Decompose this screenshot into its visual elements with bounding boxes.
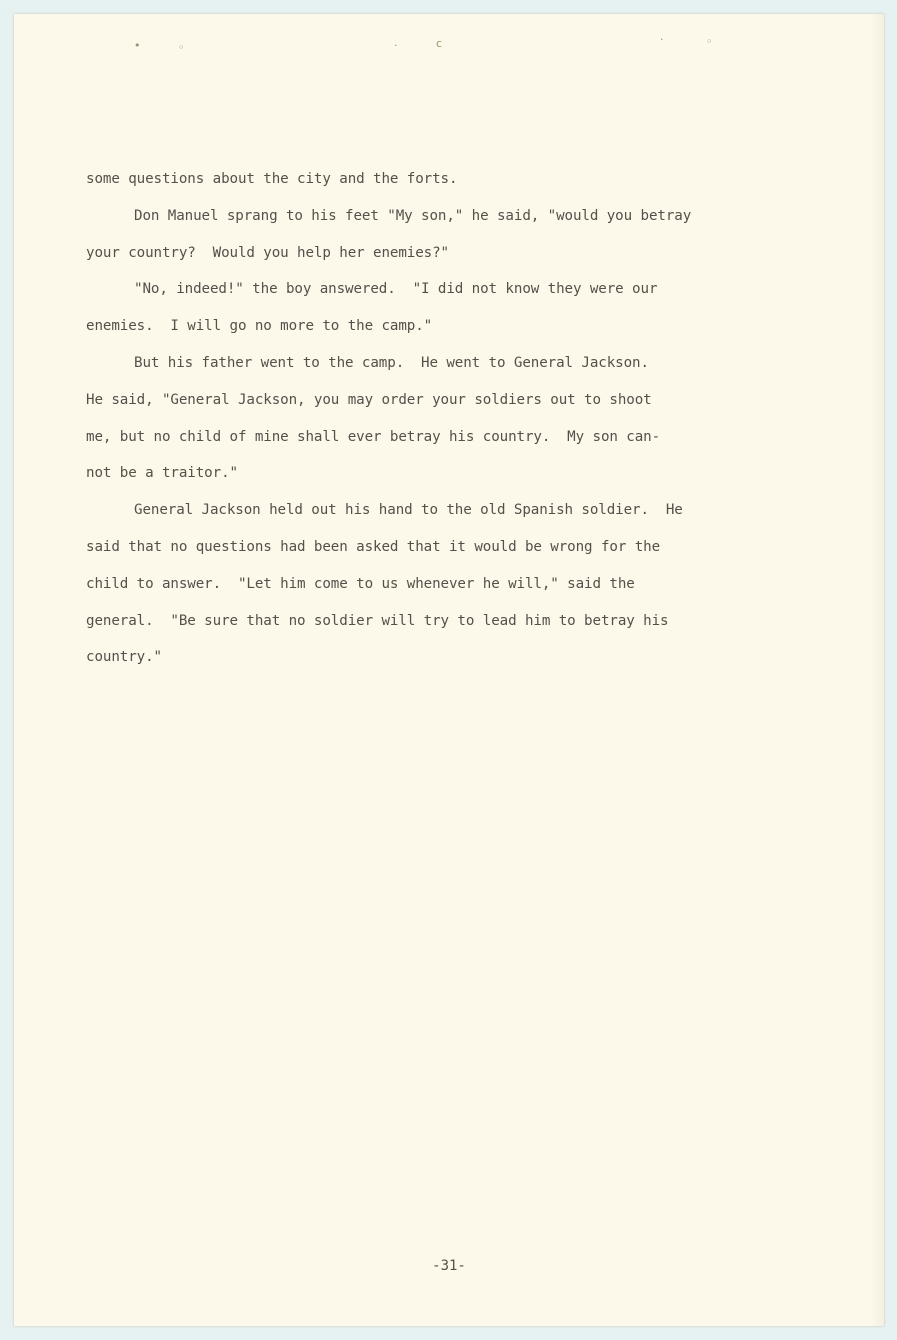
paper-speck: c [436,37,443,50]
text-line: child to answer. "Let him come to us whenever he will," said the [86,575,635,592]
text-line: general. "Be sure that no soldier will try to lead him to betray his [86,612,669,629]
body-text [86,161,806,676]
typed-page [14,14,884,1326]
text-line: enemies. I will go no more to the camp." [86,318,433,335]
page-number: -31- [432,1258,466,1274]
paper-speck: • [134,39,141,52]
text-line: some questions about the city and the forts. [86,171,458,187]
text-line: He said, "General Jackson, you may order your soldiers out to shoot [86,391,652,408]
text-line: country." [86,649,162,666]
paper-speck: · [660,33,664,46]
text-line: me, but no child of mine shall ever betray his country. My son can- [86,428,661,445]
paper-speck: · [394,39,398,52]
text-line: But his father went to the camp. He went to General Jackson. [134,354,649,371]
paper-speck: ◦ [178,41,185,54]
text-line: not be a traitor." [86,465,238,482]
paper-speck: ◦ [706,35,713,48]
text-line: said that no questions had been asked that it would be wrong for the [86,538,661,555]
text-line: General Jackson held out his hand to the old Spanish soldier. He [134,502,683,519]
text-line: your country? Would you help her enemies?" [86,244,449,261]
text-line: "No, indeed!" the boy answered. "I did not know they were our [134,281,658,298]
text-line: Don Manuel sprang to his feet "My son," he said, "would you betray [134,207,692,224]
